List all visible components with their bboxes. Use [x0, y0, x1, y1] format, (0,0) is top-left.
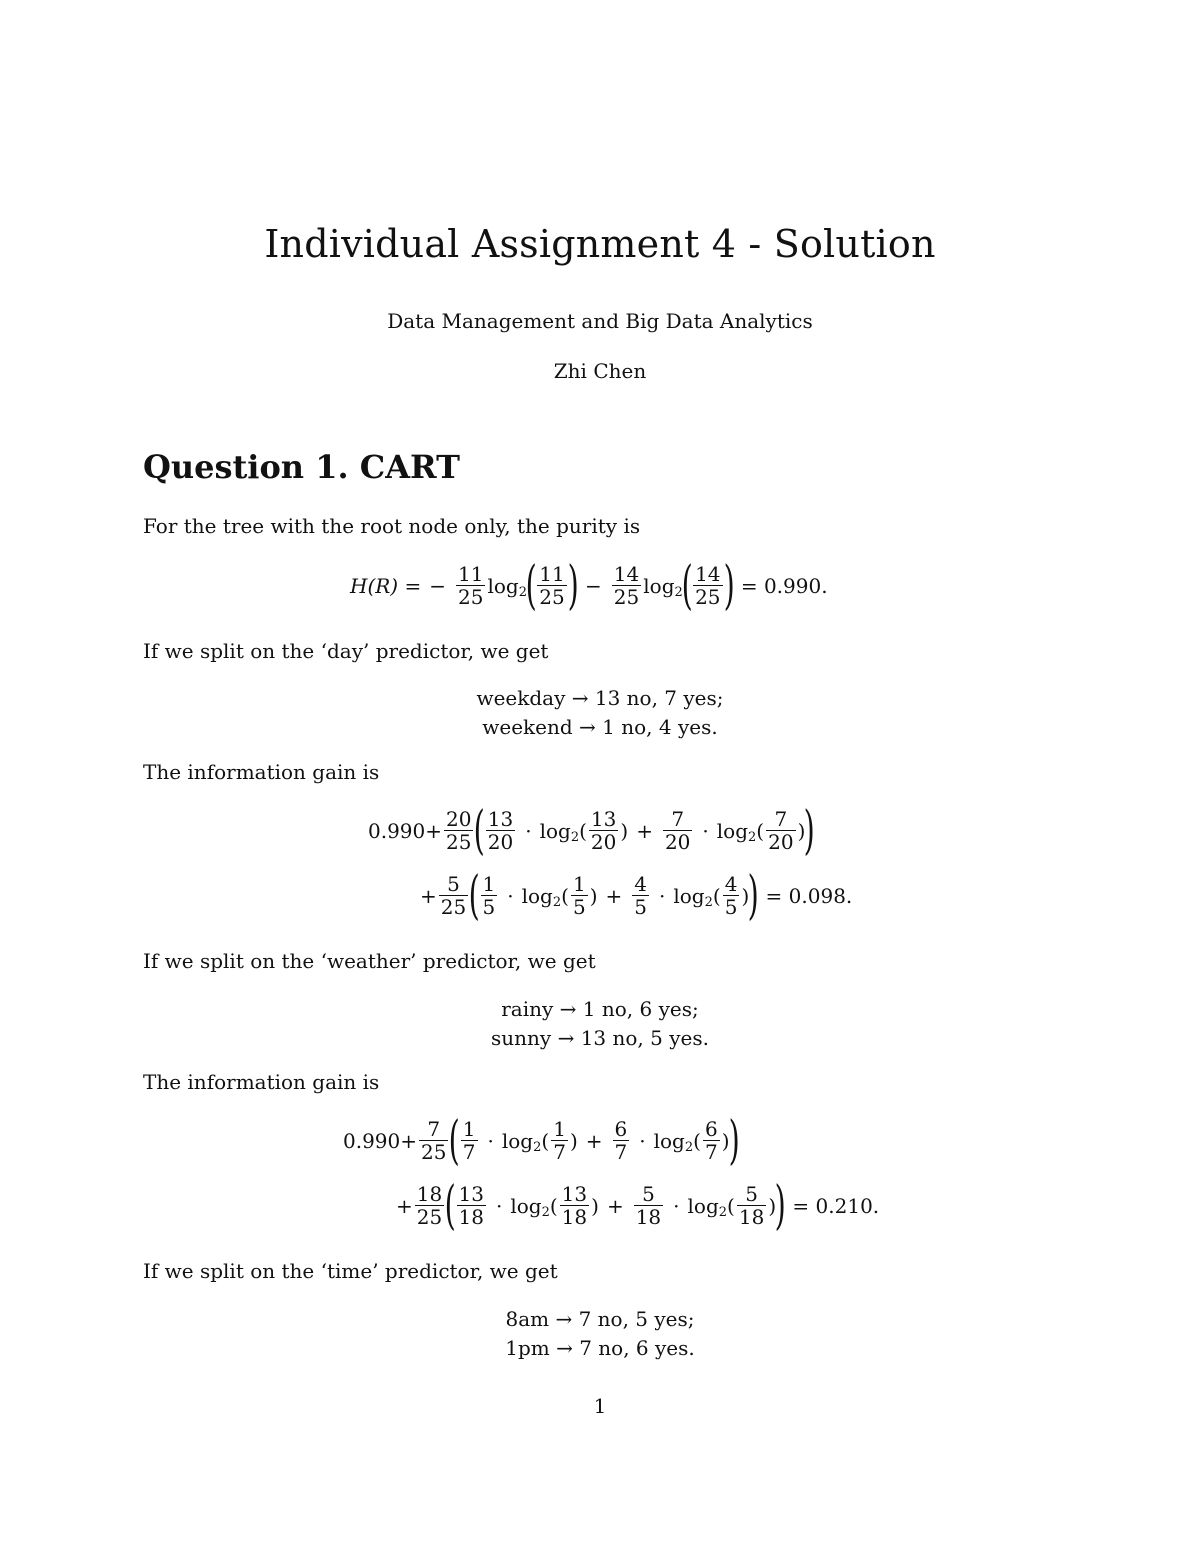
fraction: $\frac{7}{20}$ [664, 807, 691, 854]
fraction: $\frac{11}{25}$ [458, 562, 484, 609]
fraction: $\frac{14}{25}$ [695, 562, 721, 609]
log-label: log [487, 574, 519, 598]
weather-gain-line-2: + $\frac{18}{25}$ ( $\frac{13}{18}$ · log 2 ( $\frac{13}{18}$ ) + $\frac{5}{18}$ · log 2 ( $\frac{5}{18}$ ) ) = 0.210. [396, 1176, 880, 1236]
paren-right: ) [567, 556, 579, 616]
weather-split-intro: If we split on the ‘weather’ predictor, we get [143, 949, 596, 973]
day-split-weekday: weekday → 13 no, 7 yes; [476, 686, 724, 710]
weather-gain-intro: The information gain is [143, 1070, 380, 1094]
fraction: $\frac{1}{5}$ [482, 872, 496, 919]
fraction: $\frac{1}{7}$ [553, 1117, 566, 1164]
root-entropy-equation: H(R) = − $\frac{11}{25}$ log 2 ( $\frac{11}{25}$ ) − $\frac{14}{25}$ log 2 ( $\frac{14}{25}$ ) = 0.990. [350, 556, 828, 616]
log-label: log [643, 574, 675, 598]
paren-left: ( [525, 556, 537, 616]
fraction: $\frac{6}{7}$ [614, 1117, 628, 1164]
fraction: $\frac{5}{25}$ [440, 872, 467, 919]
time-split-intro: If we split on the ‘time’ predictor, we get [143, 1259, 558, 1283]
equation-result: = 0.098. [765, 884, 853, 908]
fraction: $\frac{6}{7}$ [704, 1117, 718, 1164]
day-split-intro: If we split on the ‘day’ predictor, we get [143, 639, 549, 663]
weather-gain-line-1: 0.990+ $\frac{7}{25}$ ( $\frac{1}{7}$ · log 2 ( $\frac{1}{7}$ ) + $\frac{6}{7}$ · log 2 ( $\frac{6}{7}$ ) ) [343, 1111, 740, 1171]
day-gain-line-2: + $\frac{5}{25}$ ( $\frac{1}{5}$ · log 2 ( $\frac{1}{5}$ ) + $\frac{4}{5}$ · log 2 ( $\frac{4}{5}$ ) ) = 0.098. [420, 866, 853, 926]
minus-sign: − [429, 574, 446, 598]
fraction: $\frac{1}{7}$ [462, 1117, 476, 1164]
paren-right: ) [723, 556, 735, 616]
fraction: $\frac{5}{18}$ [635, 1182, 662, 1229]
equation-result: = 0.990. [740, 574, 828, 598]
fraction: $\frac{13}{18}$ [561, 1182, 588, 1229]
page-number: 1 [593, 1394, 607, 1418]
fraction: $\frac{18}{25}$ [416, 1182, 443, 1229]
intro-text: For the tree with the root node only, the purity is [143, 514, 641, 538]
day-gain-intro: The information gain is [143, 760, 380, 784]
fraction: $\frac{14}{25}$ [613, 562, 640, 609]
fraction: $\frac{7}{25}$ [421, 1117, 447, 1164]
fraction: $\frac{4}{5}$ [634, 872, 647, 919]
time-split-1pm: 1pm → 7 no, 6 yes. [505, 1336, 695, 1360]
author-name: Zhi Chen [553, 359, 647, 383]
entropy-lhs: H(R) = [350, 574, 422, 598]
fraction: $\frac{20}{25}$ [446, 807, 472, 854]
day-gain-line-1: 0.990+ $\frac{20}{25}$ ( $\frac{13}{20}$ · log 2 ( $\frac{13}{20}$ ) + $\frac{7}{20}$ · log 2 ( $\frac{7}{20}$ ) ) [368, 801, 816, 861]
fraction: $\frac{13}{18}$ [458, 1182, 484, 1229]
minus-sign: − [585, 574, 602, 598]
fraction: $\frac{4}{5}$ [724, 872, 738, 919]
day-split-weekend: weekend → 1 no, 4 yes. [482, 715, 718, 739]
course-name: Data Management and Big Data Analytics [387, 309, 813, 333]
fraction: $\frac{11}{25}$ [539, 562, 565, 609]
document-title: Individual Assignment 4 - Solution [264, 222, 936, 266]
fraction: $\frac{5}{18}$ [738, 1182, 765, 1229]
weather-split-sunny: sunny → 13 no, 5 yes. [491, 1026, 709, 1050]
weather-split-rainy: rainy → 1 no, 6 yes; [501, 997, 699, 1021]
equation-result: = 0.210. [792, 1194, 880, 1218]
fraction: $\frac{13}{20}$ [590, 807, 617, 854]
paren-left: ( [681, 556, 693, 616]
time-split-8am: 8am → 7 no, 5 yes; [505, 1307, 695, 1331]
fraction: $\frac{13}{20}$ [487, 807, 514, 854]
fraction: $\frac{1}{5}$ [572, 872, 586, 919]
section-heading: Question 1. CART [143, 448, 460, 486]
fraction: $\frac{7}{20}$ [768, 807, 794, 854]
